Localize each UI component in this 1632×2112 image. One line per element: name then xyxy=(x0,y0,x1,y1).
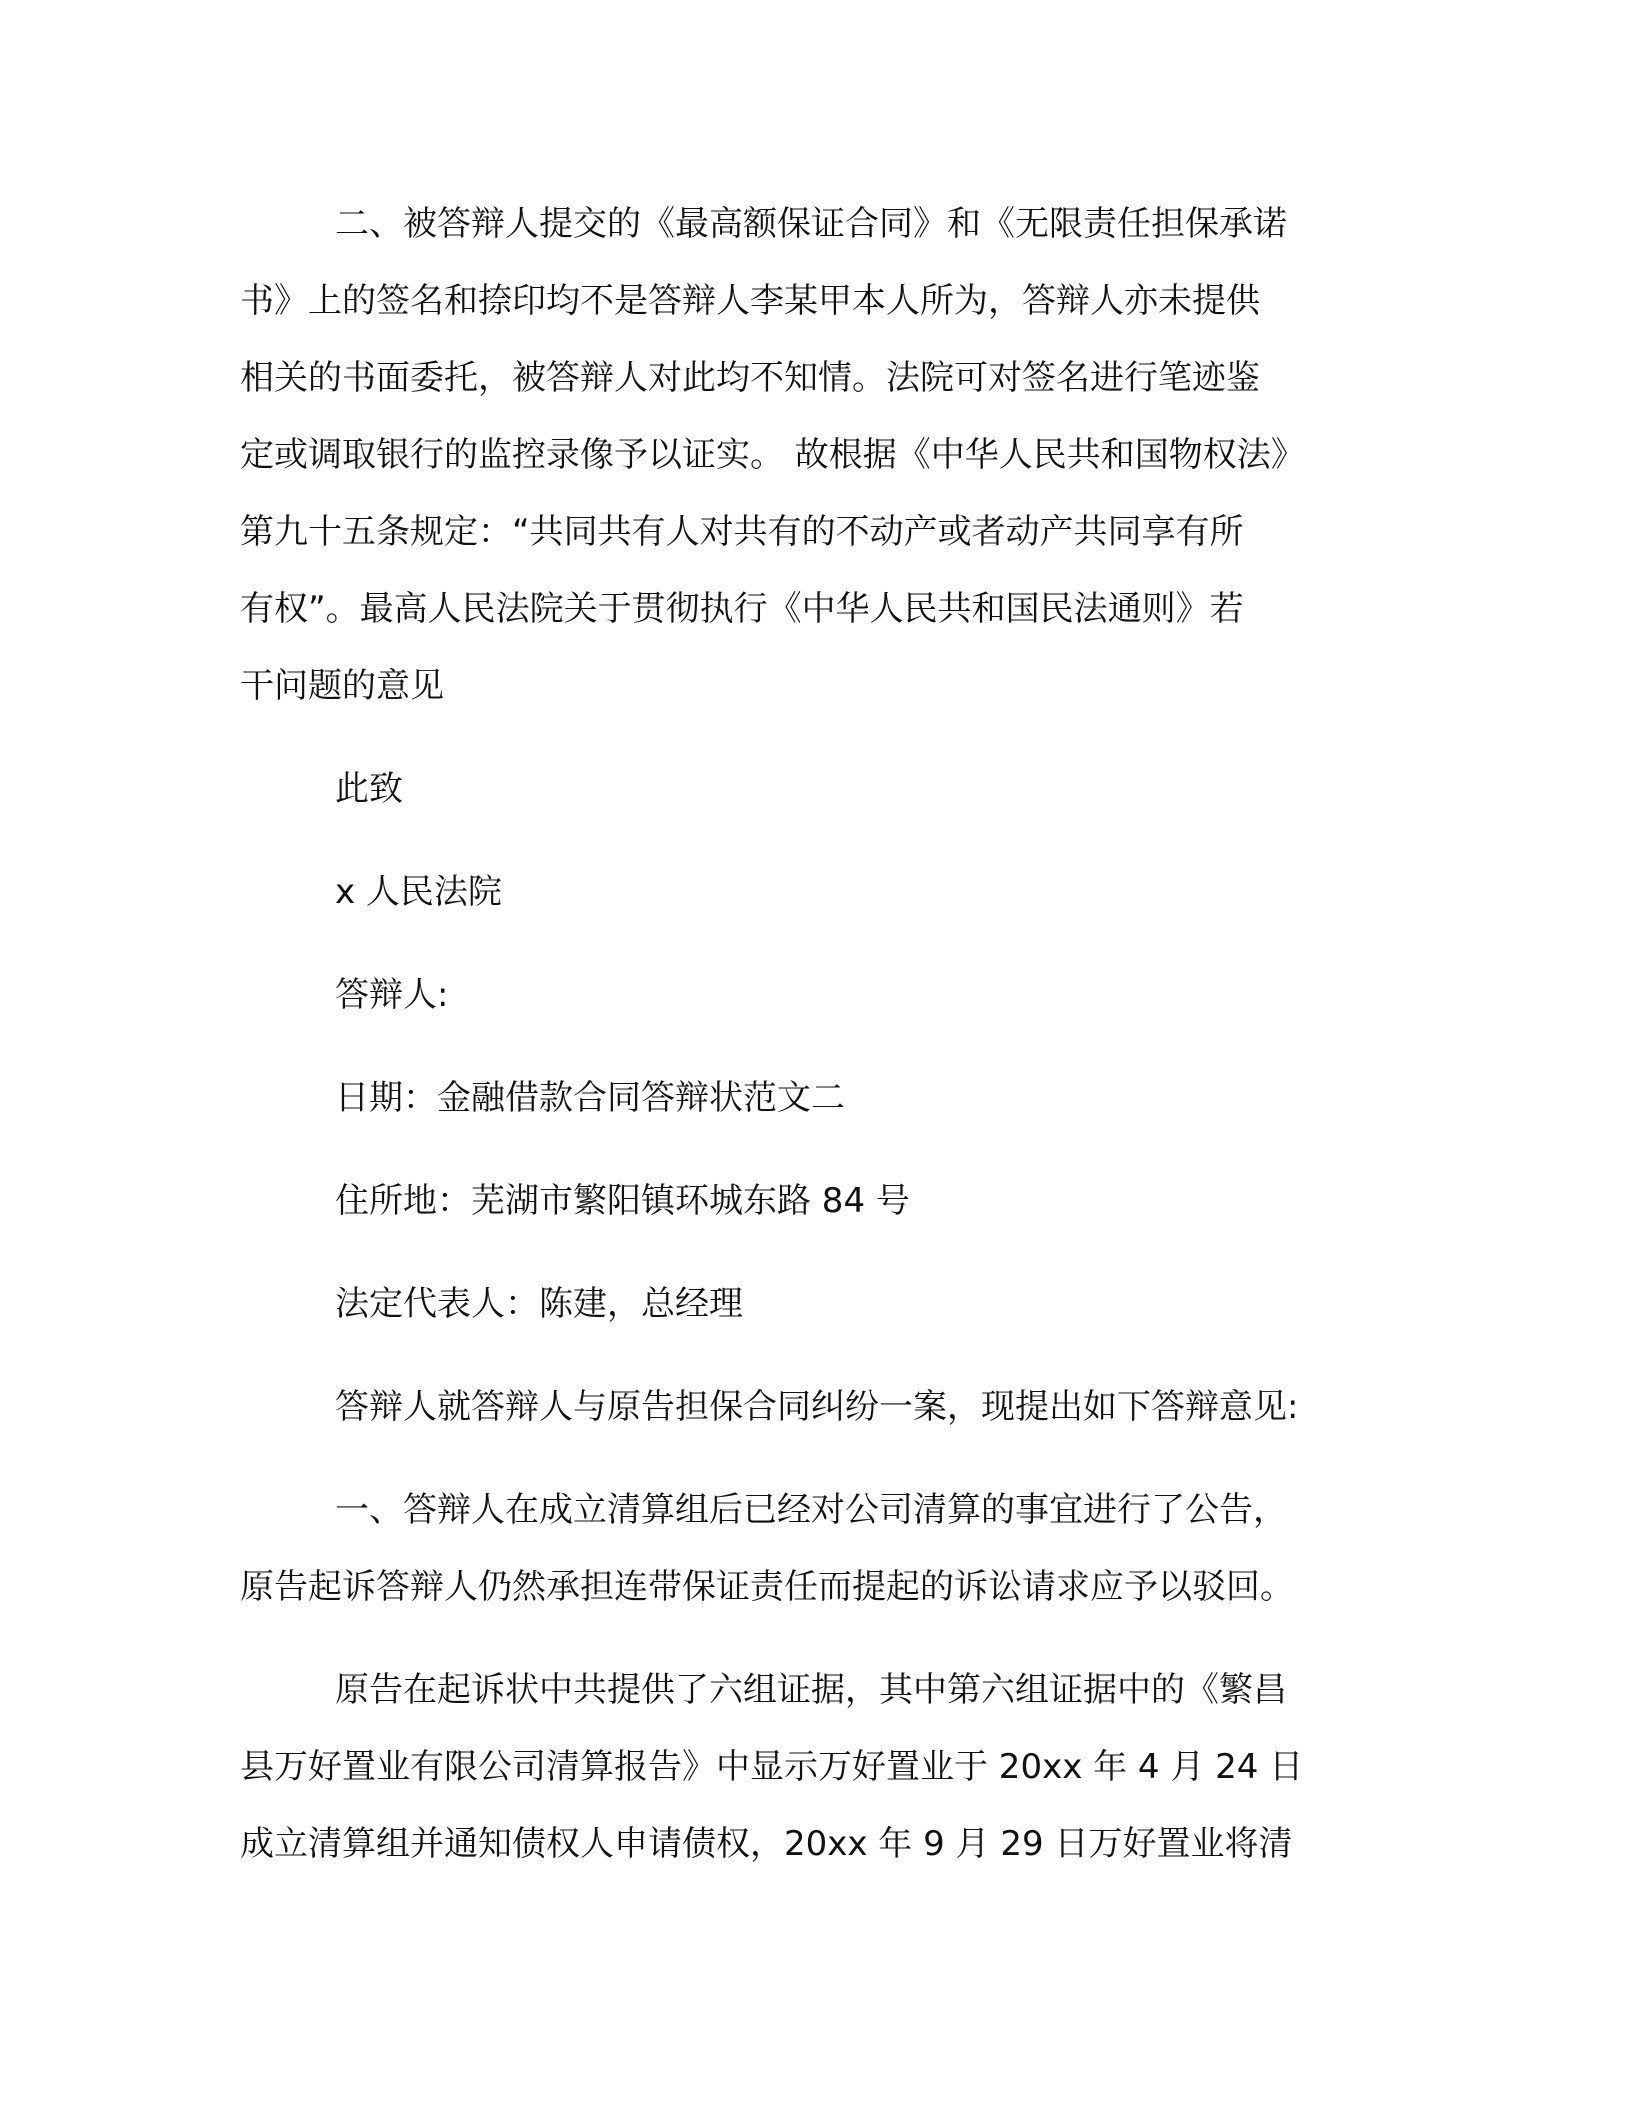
paragraph-liquidation-notice xyxy=(240,1472,1390,1626)
defense-intro: 答辩人就答辩人与原告担保合同纠纷一案，现提出如下答辩意见: xyxy=(335,1387,1299,1427)
text-line: 第九十五条规定：“共同共有人对共有的不动产或者动产共同享有所 xyxy=(240,512,1244,552)
text-line: 原告在起诉状中共提供了六组证据，其中第六组证据中的《繁昌 xyxy=(335,1670,1287,1710)
text-line: 相关的书面委托，被答辩人对此均不知情。法院可对签名进行笔迹鉴 xyxy=(240,358,1260,398)
address-line: 住所地：芜湖市繁阳镇环城东路 84 号 xyxy=(335,1181,910,1221)
respondent-label: 答辩人: xyxy=(335,975,449,1015)
paragraph-signature-dispute xyxy=(240,186,1390,725)
text-line: 干问题的意见 xyxy=(240,666,444,706)
paragraph-evidence xyxy=(240,1652,1390,1883)
court-name: x 人民法院 xyxy=(335,872,502,912)
text-line: 有权”。最高人民法院关于贯彻执行《中华人民共和国民法通则》若 xyxy=(240,589,1244,629)
text-line: 一、答辩人在成立清算组后已经对公司清算的事宜进行了公告， xyxy=(335,1490,1287,1530)
text-line: 成立清算组并通知债权人申请债权，20xx 年 9 月 29 日万好置业将清 xyxy=(240,1824,1293,1864)
text-line: 原告起诉答辩人仍然承担连带保证责任而提起的诉讼请求应予以驳回。 xyxy=(240,1567,1294,1607)
text-line: 书》上的签名和捺印均不是答辩人李某甲本人所为，答辩人亦未提供 xyxy=(240,281,1260,321)
document-page xyxy=(240,186,1390,1883)
text-line: 定或调取银行的监控录像予以证实。 故根据《中华人民共和国物权法》 xyxy=(240,435,1305,475)
text-line: 二、被答辩人提交的《最高额保证合同》和《无限责任担保承诺 xyxy=(335,204,1287,244)
date-line: 日期：金融借款合同答辩状范文二 xyxy=(335,1078,845,1118)
legal-representative-line: 法定代表人：陈建，总经理 xyxy=(335,1284,743,1324)
text-line: 县万好置业有限公司清算报告》中显示万好置业于 20xx 年 4 月 24 日 xyxy=(240,1747,1304,1787)
salutation: 此致 xyxy=(335,769,403,809)
